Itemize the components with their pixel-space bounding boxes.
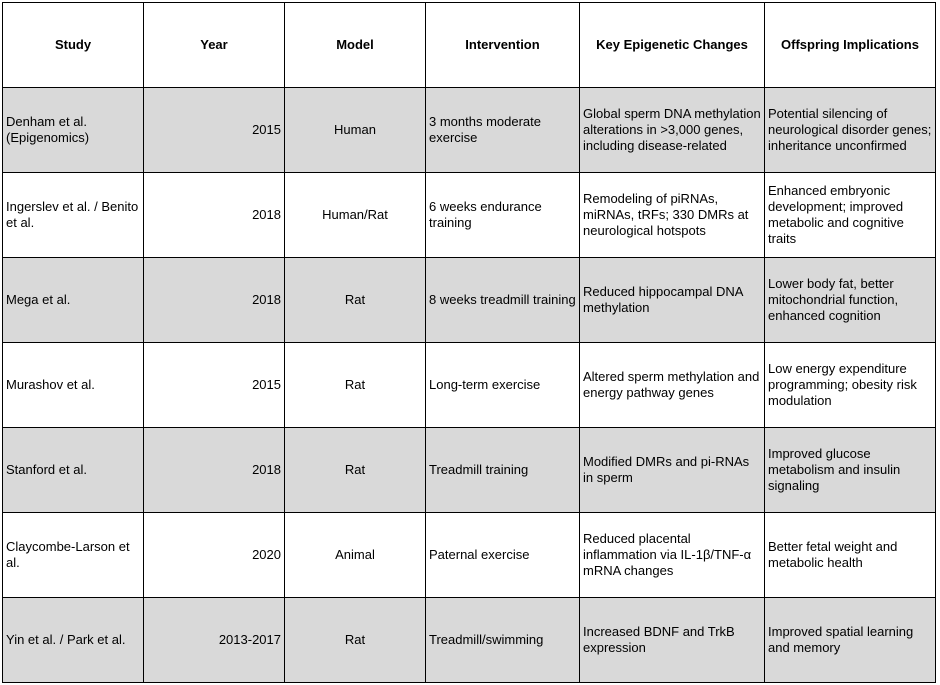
cell-key-epigenetic-changes: Increased BDNF and TrkB expression	[580, 598, 765, 683]
header-intervention: Intervention	[426, 3, 580, 88]
cell-offspring-implications: Better fetal weight and metabolic health	[765, 513, 936, 598]
cell-intervention: Treadmill/swimming	[426, 598, 580, 683]
cell-year: 2018	[144, 173, 285, 258]
header-key-epigenetic-changes: Key Epigenetic Changes	[580, 3, 765, 88]
header-model: Model	[285, 3, 426, 88]
cell-intervention: Paternal exercise	[426, 513, 580, 598]
cell-study: Murashov et al.	[3, 343, 144, 428]
cell-study: Claycombe-Larson et al.	[3, 513, 144, 598]
cell-intervention: 3 months moderate exercise	[426, 88, 580, 173]
cell-year: 2018	[144, 258, 285, 343]
table-row	[3, 428, 936, 513]
cell-offspring-implications: Low energy expenditure programming; obesity risk modulation	[765, 343, 936, 428]
cell-intervention: 8 weeks treadmill training	[426, 258, 580, 343]
cell-model: Rat	[285, 598, 426, 683]
table-row	[3, 598, 936, 683]
cell-model: Human	[285, 88, 426, 173]
cell-offspring-implications: Improved spatial learning and memory	[765, 598, 936, 683]
cell-key-epigenetic-changes: Altered sperm methylation and energy pathway genes	[580, 343, 765, 428]
cell-intervention: Long-term exercise	[426, 343, 580, 428]
cell-study: Mega et al.	[3, 258, 144, 343]
cell-offspring-implications: Improved glucose metabolism and insulin signaling	[765, 428, 936, 513]
cell-year: 2013-2017	[144, 598, 285, 683]
cell-key-epigenetic-changes: Reduced placental inflammation via IL-1β/TNF-α mRNA changes	[580, 513, 765, 598]
cell-model: Rat	[285, 428, 426, 513]
header-year: Year	[144, 3, 285, 88]
header-study: Study	[3, 3, 144, 88]
cell-model: Rat	[285, 343, 426, 428]
cell-model: Human/Rat	[285, 173, 426, 258]
cell-model: Animal	[285, 513, 426, 598]
cell-year: 2015	[144, 343, 285, 428]
cell-year: 2020	[144, 513, 285, 598]
cell-year: 2015	[144, 88, 285, 173]
cell-key-epigenetic-changes: Reduced hippocampal DNA methylation	[580, 258, 765, 343]
cell-intervention: Treadmill training	[426, 428, 580, 513]
cell-study: Stanford et al.	[3, 428, 144, 513]
cell-intervention: 6 weeks endurance training	[426, 173, 580, 258]
cell-year: 2018	[144, 428, 285, 513]
cell-offspring-implications: Enhanced embryonic development; improved metabolic and cognitive traits	[765, 173, 936, 258]
header-offspring-implications: Offspring Implications	[765, 3, 936, 88]
table-row	[3, 258, 936, 343]
cell-study: Denham et al. (Epigenomics)	[3, 88, 144, 173]
table-row	[3, 88, 936, 173]
cell-study: Ingerslev et al. / Benito et al.	[3, 173, 144, 258]
cell-offspring-implications: Potential silencing of neurological disorder genes; inheritance unconfirmed	[765, 88, 936, 173]
table-row	[3, 343, 936, 428]
table-row	[3, 513, 936, 598]
cell-key-epigenetic-changes: Remodeling of piRNAs, miRNAs, tRFs; 330 DMRs at neurological hotspots	[580, 173, 765, 258]
cell-model: Rat	[285, 258, 426, 343]
table-row	[3, 173, 936, 258]
cell-offspring-implications: Lower body fat, better mitochondrial function, enhanced cognition	[765, 258, 936, 343]
header-row	[3, 3, 936, 88]
cell-key-epigenetic-changes: Global sperm DNA methylation alterations in >3,000 genes, including disease-related	[580, 88, 765, 173]
cell-key-epigenetic-changes: Modified DMRs and pi-RNAs in sperm	[580, 428, 765, 513]
cell-study: Yin et al. / Park et al.	[3, 598, 144, 683]
studies-table	[2, 2, 936, 683]
